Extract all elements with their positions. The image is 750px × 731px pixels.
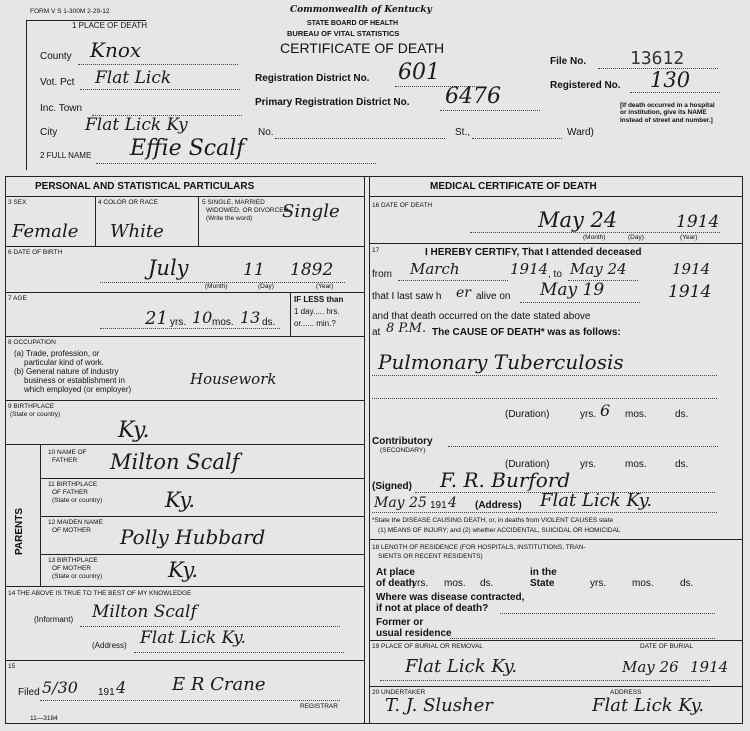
age-label: 7 AGE bbox=[8, 295, 27, 302]
physician-address-label: (Address) bbox=[475, 500, 522, 511]
mother-label-2: OF MOTHER bbox=[52, 527, 91, 534]
death-month-day: May 24 bbox=[538, 208, 618, 232]
footnote-line-2: (1) MEANS OF INJURY; and (2) whether ACCIDENTAL, SUICIDAL OR HOMICIDAL bbox=[378, 527, 621, 534]
medical-header: MEDICAL CERTIFICATE OF DEATH bbox=[430, 181, 597, 192]
inc-town-label: Inc. Town bbox=[40, 103, 83, 114]
contributory-label: Contributory bbox=[372, 436, 433, 447]
signed-year-print: 191 bbox=[430, 500, 447, 511]
duration-months: 6 bbox=[600, 401, 611, 420]
occupation-a-2: particular kind of work. bbox=[24, 358, 105, 367]
from-date: March bbox=[410, 260, 460, 278]
duration-years-caption: yrs. bbox=[580, 409, 597, 420]
where-contracted-2: if not at place of death? bbox=[376, 603, 489, 614]
cause-label: The CAUSE OF DEATH* was as follows: bbox=[432, 327, 621, 338]
occupation-b-3: which employed (or employer) bbox=[24, 385, 132, 394]
where-contracted-1: Where was disease contracted, bbox=[376, 592, 525, 603]
filed-year-hw: 4 bbox=[116, 678, 127, 697]
burial-label: 19 PLACE OF BURIAL OR REMOVAL bbox=[372, 643, 483, 650]
cause-of-death: Pulmonary Tuberculosis bbox=[378, 350, 624, 374]
physician-address: Flat Lick Ky. bbox=[540, 490, 653, 511]
file-no-label: File No. bbox=[550, 56, 587, 67]
year-caption: (Year) bbox=[316, 283, 334, 290]
signed-date: May 25 bbox=[374, 495, 427, 511]
marital-value: Single bbox=[282, 201, 340, 222]
vot-label: Vot. Pct bbox=[40, 77, 75, 88]
registrar-label: REGISTRAR bbox=[300, 703, 338, 710]
place-header: 1 PLACE OF DEATH bbox=[72, 21, 147, 30]
in-state-ds: ds. bbox=[680, 578, 694, 589]
month-caption: (Month) bbox=[205, 283, 228, 290]
item-15-number: 15 bbox=[8, 663, 16, 670]
duration2-months-caption: mos. bbox=[625, 459, 647, 470]
in-the-label-2: State bbox=[530, 578, 555, 589]
county-value: Knox bbox=[90, 38, 142, 62]
informant-value: Milton Scalf bbox=[92, 602, 197, 622]
months-caption: mos. bbox=[212, 317, 234, 328]
color-value: White bbox=[110, 221, 164, 242]
reg-district-value: 601 bbox=[398, 60, 440, 85]
age-months: 10 bbox=[192, 308, 213, 327]
personal-header: PERSONAL AND STATISTICAL PARTICULARS bbox=[35, 181, 255, 192]
death-month-caption: (Month) bbox=[583, 234, 606, 241]
vot-value: Flat Lick bbox=[95, 68, 172, 88]
no-label: No. bbox=[258, 127, 274, 138]
undertaker-name: T. J. Slusher bbox=[385, 695, 493, 716]
physician-signature: F. R. Burford bbox=[440, 468, 571, 492]
commonwealth: Commonwealth of Kentucky bbox=[290, 5, 432, 15]
primary-district-value: 6476 bbox=[445, 84, 501, 109]
father-label-1: 10 NAME OF bbox=[48, 449, 87, 456]
occupation-label: 8 OCCUPATION bbox=[8, 339, 56, 346]
page-title: CERTIFICATE OF DEATH bbox=[280, 40, 445, 56]
former-residence-2: usual residence bbox=[376, 628, 452, 639]
father-bp-label-1: 11 BIRTHPLACE bbox=[48, 481, 98, 488]
dob-year: 1892 bbox=[290, 260, 334, 280]
alive-on-label: alive on bbox=[476, 291, 511, 302]
primary-district-label: Primary Registration District No. bbox=[255, 97, 410, 108]
date-of-death-label: 16 DATE OF DEATH bbox=[372, 202, 433, 209]
occurred-text: and that death occurred on the date stated above bbox=[372, 311, 591, 322]
last-saw-date: May 19 bbox=[540, 280, 605, 300]
footer-number: 11—3184 bbox=[30, 715, 58, 722]
if-less-1: IF LESS than bbox=[294, 295, 344, 304]
bureau: BUREAU OF VITAL STATISTICS bbox=[287, 29, 400, 38]
sex-value: Female bbox=[12, 221, 79, 242]
mother-label-1: 12 MAIDEN NAME bbox=[48, 519, 103, 526]
last-saw-year: 1914 bbox=[668, 282, 712, 302]
days-caption: ds. bbox=[262, 317, 276, 328]
duration2-years-caption: yrs. bbox=[580, 459, 597, 470]
ward-label: Ward) bbox=[567, 127, 594, 138]
occupation-a-1: (a) Trade, profession, or bbox=[14, 349, 100, 358]
occupation-value: Housework bbox=[190, 370, 277, 388]
informant-address-label: (Address) bbox=[92, 641, 127, 650]
true-statement: 14 THE ABOVE IS TRUE TO THE BEST OF MY KNOWLEDGE bbox=[8, 590, 192, 597]
dob-label: 6 DATE OF BIRTH bbox=[8, 249, 63, 256]
death-day-caption: (Day) bbox=[628, 234, 644, 241]
duration-days-caption: ds. bbox=[675, 409, 689, 420]
age-days: 13 bbox=[240, 308, 261, 327]
to-year: 1914 bbox=[672, 260, 711, 278]
secondary-label: (SECONDARY) bbox=[380, 447, 426, 454]
undertaker-label: 20 UNDERTAKER bbox=[372, 689, 426, 696]
last-saw-label: that I last saw h bbox=[372, 291, 442, 302]
to-label: , to bbox=[548, 269, 562, 280]
occupation-b-1: (b) General nature of industry bbox=[14, 367, 119, 376]
signed-year-hw: 4 bbox=[448, 495, 457, 511]
registered-no-value: 130 bbox=[650, 68, 691, 92]
birthplace-sublabel: (State or country) bbox=[10, 411, 61, 418]
at-place-mos: mos. bbox=[444, 578, 466, 589]
in-state-mos: mos. bbox=[632, 578, 654, 589]
hospital-note: [If death occurred in a hospital or institution, give its NAME instead of street and number.] bbox=[620, 102, 715, 124]
in-the-label-1: in the bbox=[530, 567, 557, 578]
dob-month: July bbox=[148, 256, 189, 280]
undertaker-address-label: ADDRESS bbox=[610, 689, 642, 696]
father-label-2: FATHER bbox=[52, 457, 78, 464]
at-time: 8 P.M. bbox=[386, 321, 427, 336]
sex-label: 3 SEX bbox=[8, 199, 27, 206]
from-year: 1914 bbox=[510, 260, 549, 278]
to-date: May 24 bbox=[570, 260, 627, 278]
street-label: St., bbox=[455, 127, 471, 138]
parents-label: PARENTS bbox=[14, 507, 25, 555]
marital-label-1: 5 SINGLE, MARRIED bbox=[202, 199, 265, 206]
birthplace-label: 9 BIRTHPLACE bbox=[8, 403, 55, 410]
marital-label-2: WIDOWED, OR DIVORCED bbox=[206, 207, 289, 214]
age-years: 21 bbox=[145, 308, 168, 329]
death-year: 1914 bbox=[676, 212, 720, 232]
filed-year-print: 191 bbox=[98, 687, 115, 698]
informant-label: (Informant) bbox=[34, 615, 74, 624]
footnote-line-1: *State the DISEASE CAUSING DEATH, or, in deaths from VIOLENT CAUSES state bbox=[372, 517, 614, 524]
burial-place: Flat Lick Ky. bbox=[405, 656, 518, 677]
father-name: Milton Scalf bbox=[110, 450, 240, 474]
informant-address: Flat Lick Ky. bbox=[140, 628, 246, 648]
father-bp-label-2: OF FATHER bbox=[52, 489, 88, 496]
mother-name: Polly Hubbard bbox=[120, 525, 266, 549]
at-label: at bbox=[372, 327, 381, 338]
signed-label: (Signed) bbox=[372, 481, 412, 492]
registrar-signature: E R Crane bbox=[172, 674, 266, 695]
marital-label-3: (Write the word) bbox=[206, 215, 253, 222]
father-birthplace: Ky. bbox=[165, 488, 196, 512]
mother-birthplace: Ky. bbox=[168, 558, 199, 582]
full-name-label: 2 FULL NAME bbox=[40, 151, 92, 160]
if-less-2: 1 day..... hrs. bbox=[294, 307, 340, 316]
burial-date-label: DATE OF BURIAL bbox=[640, 643, 693, 650]
registered-no-label: Registered No. bbox=[550, 80, 621, 91]
mother-bp-label-3: (State or country) bbox=[52, 573, 103, 580]
from-label: from bbox=[372, 269, 392, 280]
certify-text: I HEREBY CERTIFY, That I attended deceased bbox=[425, 247, 642, 258]
years-caption: yrs. bbox=[170, 317, 187, 328]
mother-bp-label-2: OF MOTHER bbox=[52, 565, 91, 572]
certify-number: 17 bbox=[372, 247, 380, 254]
if-less-3: or...... min.? bbox=[294, 319, 336, 328]
color-label: 4 COLOR OR RACE bbox=[98, 199, 158, 206]
duration2-days-caption: ds. bbox=[675, 459, 689, 470]
full-name-value: Effie Scalf bbox=[130, 136, 245, 161]
occupation-b-2: business or establishment in bbox=[24, 376, 125, 385]
former-residence-1: Former or bbox=[376, 617, 424, 628]
duration-months-caption: mos. bbox=[625, 409, 647, 420]
burial-year: 1914 bbox=[690, 658, 729, 676]
at-place-label-1: At place bbox=[376, 567, 415, 578]
city-value: Flat Lick Ky bbox=[85, 115, 188, 135]
birthplace-value: Ky. bbox=[118, 418, 150, 443]
mother-bp-label-1: 13 BIRTHPLACE bbox=[48, 557, 98, 564]
at-place-label-2: of death bbox=[376, 578, 415, 589]
form-number: FORM V S 1-300M 2-29-12 bbox=[30, 8, 110, 15]
residence-label-1: 18 LENGTH OF RESIDENCE (FOR HOSPITALS, INSTITUTIONS, TRAN- bbox=[372, 544, 586, 551]
death-year-caption: (Year) bbox=[680, 234, 698, 241]
state-board: STATE BOARD OF HEALTH bbox=[307, 20, 398, 27]
left-border bbox=[26, 20, 27, 170]
residence-label-2: SIENTS OR RECENT RESIDENTS) bbox=[378, 553, 483, 560]
burial-date: May 26 bbox=[622, 658, 679, 676]
last-saw-pronoun: er bbox=[456, 285, 471, 301]
undertaker-address: Flat Lick Ky. bbox=[592, 695, 705, 716]
city-label: City bbox=[40, 127, 58, 138]
in-state-yrs: yrs. bbox=[590, 578, 607, 589]
at-place-yrs: yrs. bbox=[412, 578, 429, 589]
reg-district-label: Registration District No. bbox=[255, 73, 370, 84]
day-caption: (Day) bbox=[258, 283, 274, 290]
file-no-value: 13612 bbox=[630, 48, 685, 69]
county-label: County bbox=[40, 51, 72, 62]
at-place-ds: ds. bbox=[480, 578, 494, 589]
filed-date: 5/30 bbox=[42, 678, 78, 697]
duration-label: (Duration) bbox=[505, 409, 550, 420]
duration2-label: (Duration) bbox=[505, 459, 550, 470]
filed-label: Filed bbox=[18, 687, 40, 698]
father-bp-label-3: (State or country) bbox=[52, 497, 103, 504]
dob-day: 11 bbox=[243, 260, 265, 280]
